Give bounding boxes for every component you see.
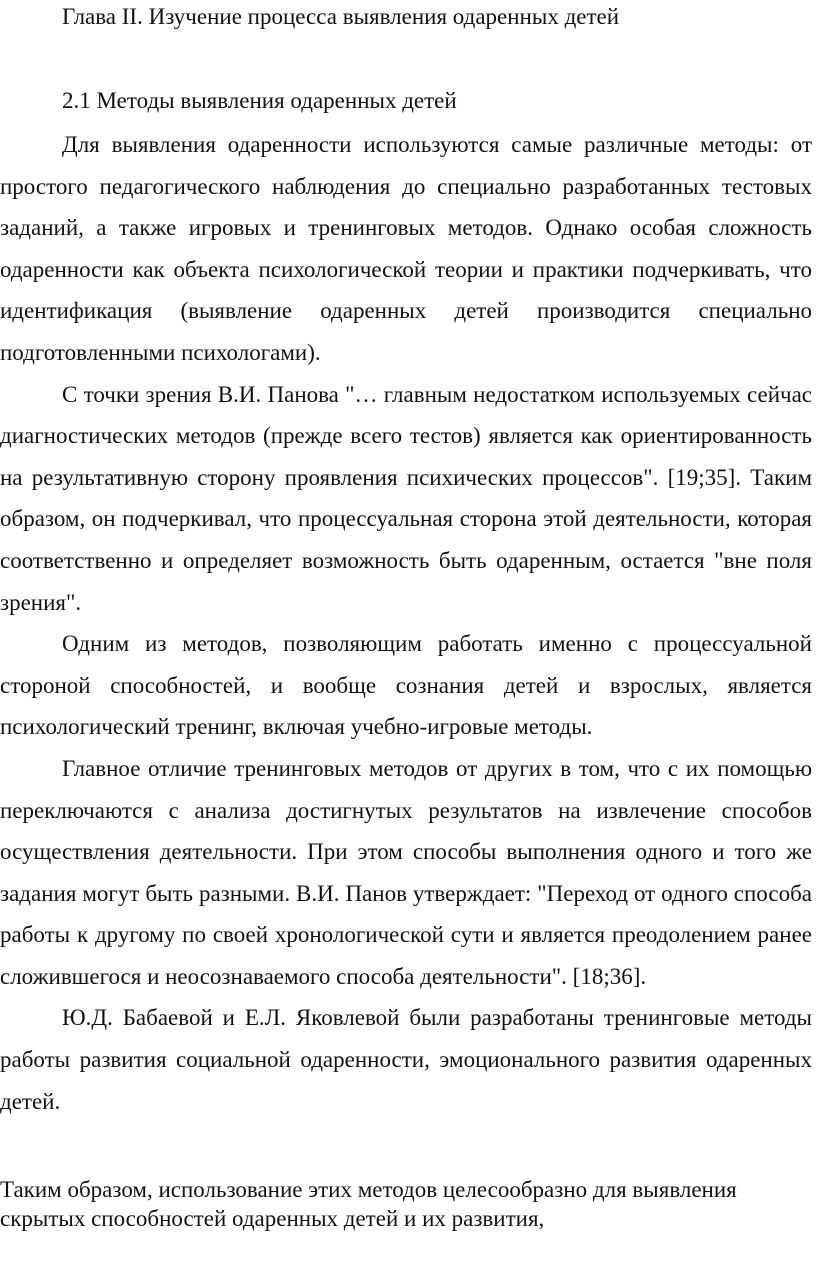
chapter-title: Глава II. Изучение процесса выявления одаренных детей bbox=[62, 4, 620, 29]
paragraph: Одним из методов, позволяющим работать именно с процессуальной стороной способностей, и вообще сознания детей и взрослых, является психологический тренинг, включая учебно-игровые методы. bbox=[0, 631, 812, 740]
paragraph: Ю.Д. Бабаевой и Е.Л. Яковлевой были разработаны тренинговые методы работы развития социальной одаренности, эмоционального развития одаренных детей. bbox=[0, 1005, 812, 1114]
document-body bbox=[0, 124, 812, 1122]
paragraph: Главное отличие тренинговых методов от других в том, что с их помощью переключаются с анализа достигнутых результатов на извлечение способов осуществления деятельности. При этом способы выполнения одного и того же задания могут быть разными. В.И. Панов утверждает: "Переход от одного способа работы к другому по своей хронологической сути и является преодолением ранее сложившегося и неосознаваемого способа деятельности". [18;36]. bbox=[0, 755, 812, 989]
closing-paragraph: Таким образом, использование этих методов целесообразно для выявления скрытых способностей одаренных детей и их развития, bbox=[0, 1177, 737, 1231]
section-title: 2.1 Методы выявления одаренных детей bbox=[62, 88, 457, 113]
paragraph: Для выявления одаренности используются самые различные методы: от простого педагогического наблюдения до специально разработанных тестовых заданий, а также игровых и тренинговых методов. Однако особая сложность одаренности как объекта психологической теории и практики подчеркивать, что идентификация (выявление одаренных детей производится специально подготовленными психологами). bbox=[0, 132, 812, 365]
paragraph: С точки зрения В.И. Панова "… главным недостатком используемых сейчас диагностических методов (прежде всего тестов) является как ориентированность на результативную сторону проявления психических процессов". [19;35]. Таким образом, он подчеркивал, что процессуальная сторона этой деятельности, которая соответственно и определяет возможность быть одаренным, остается "вне поля зрения". bbox=[0, 381, 812, 615]
